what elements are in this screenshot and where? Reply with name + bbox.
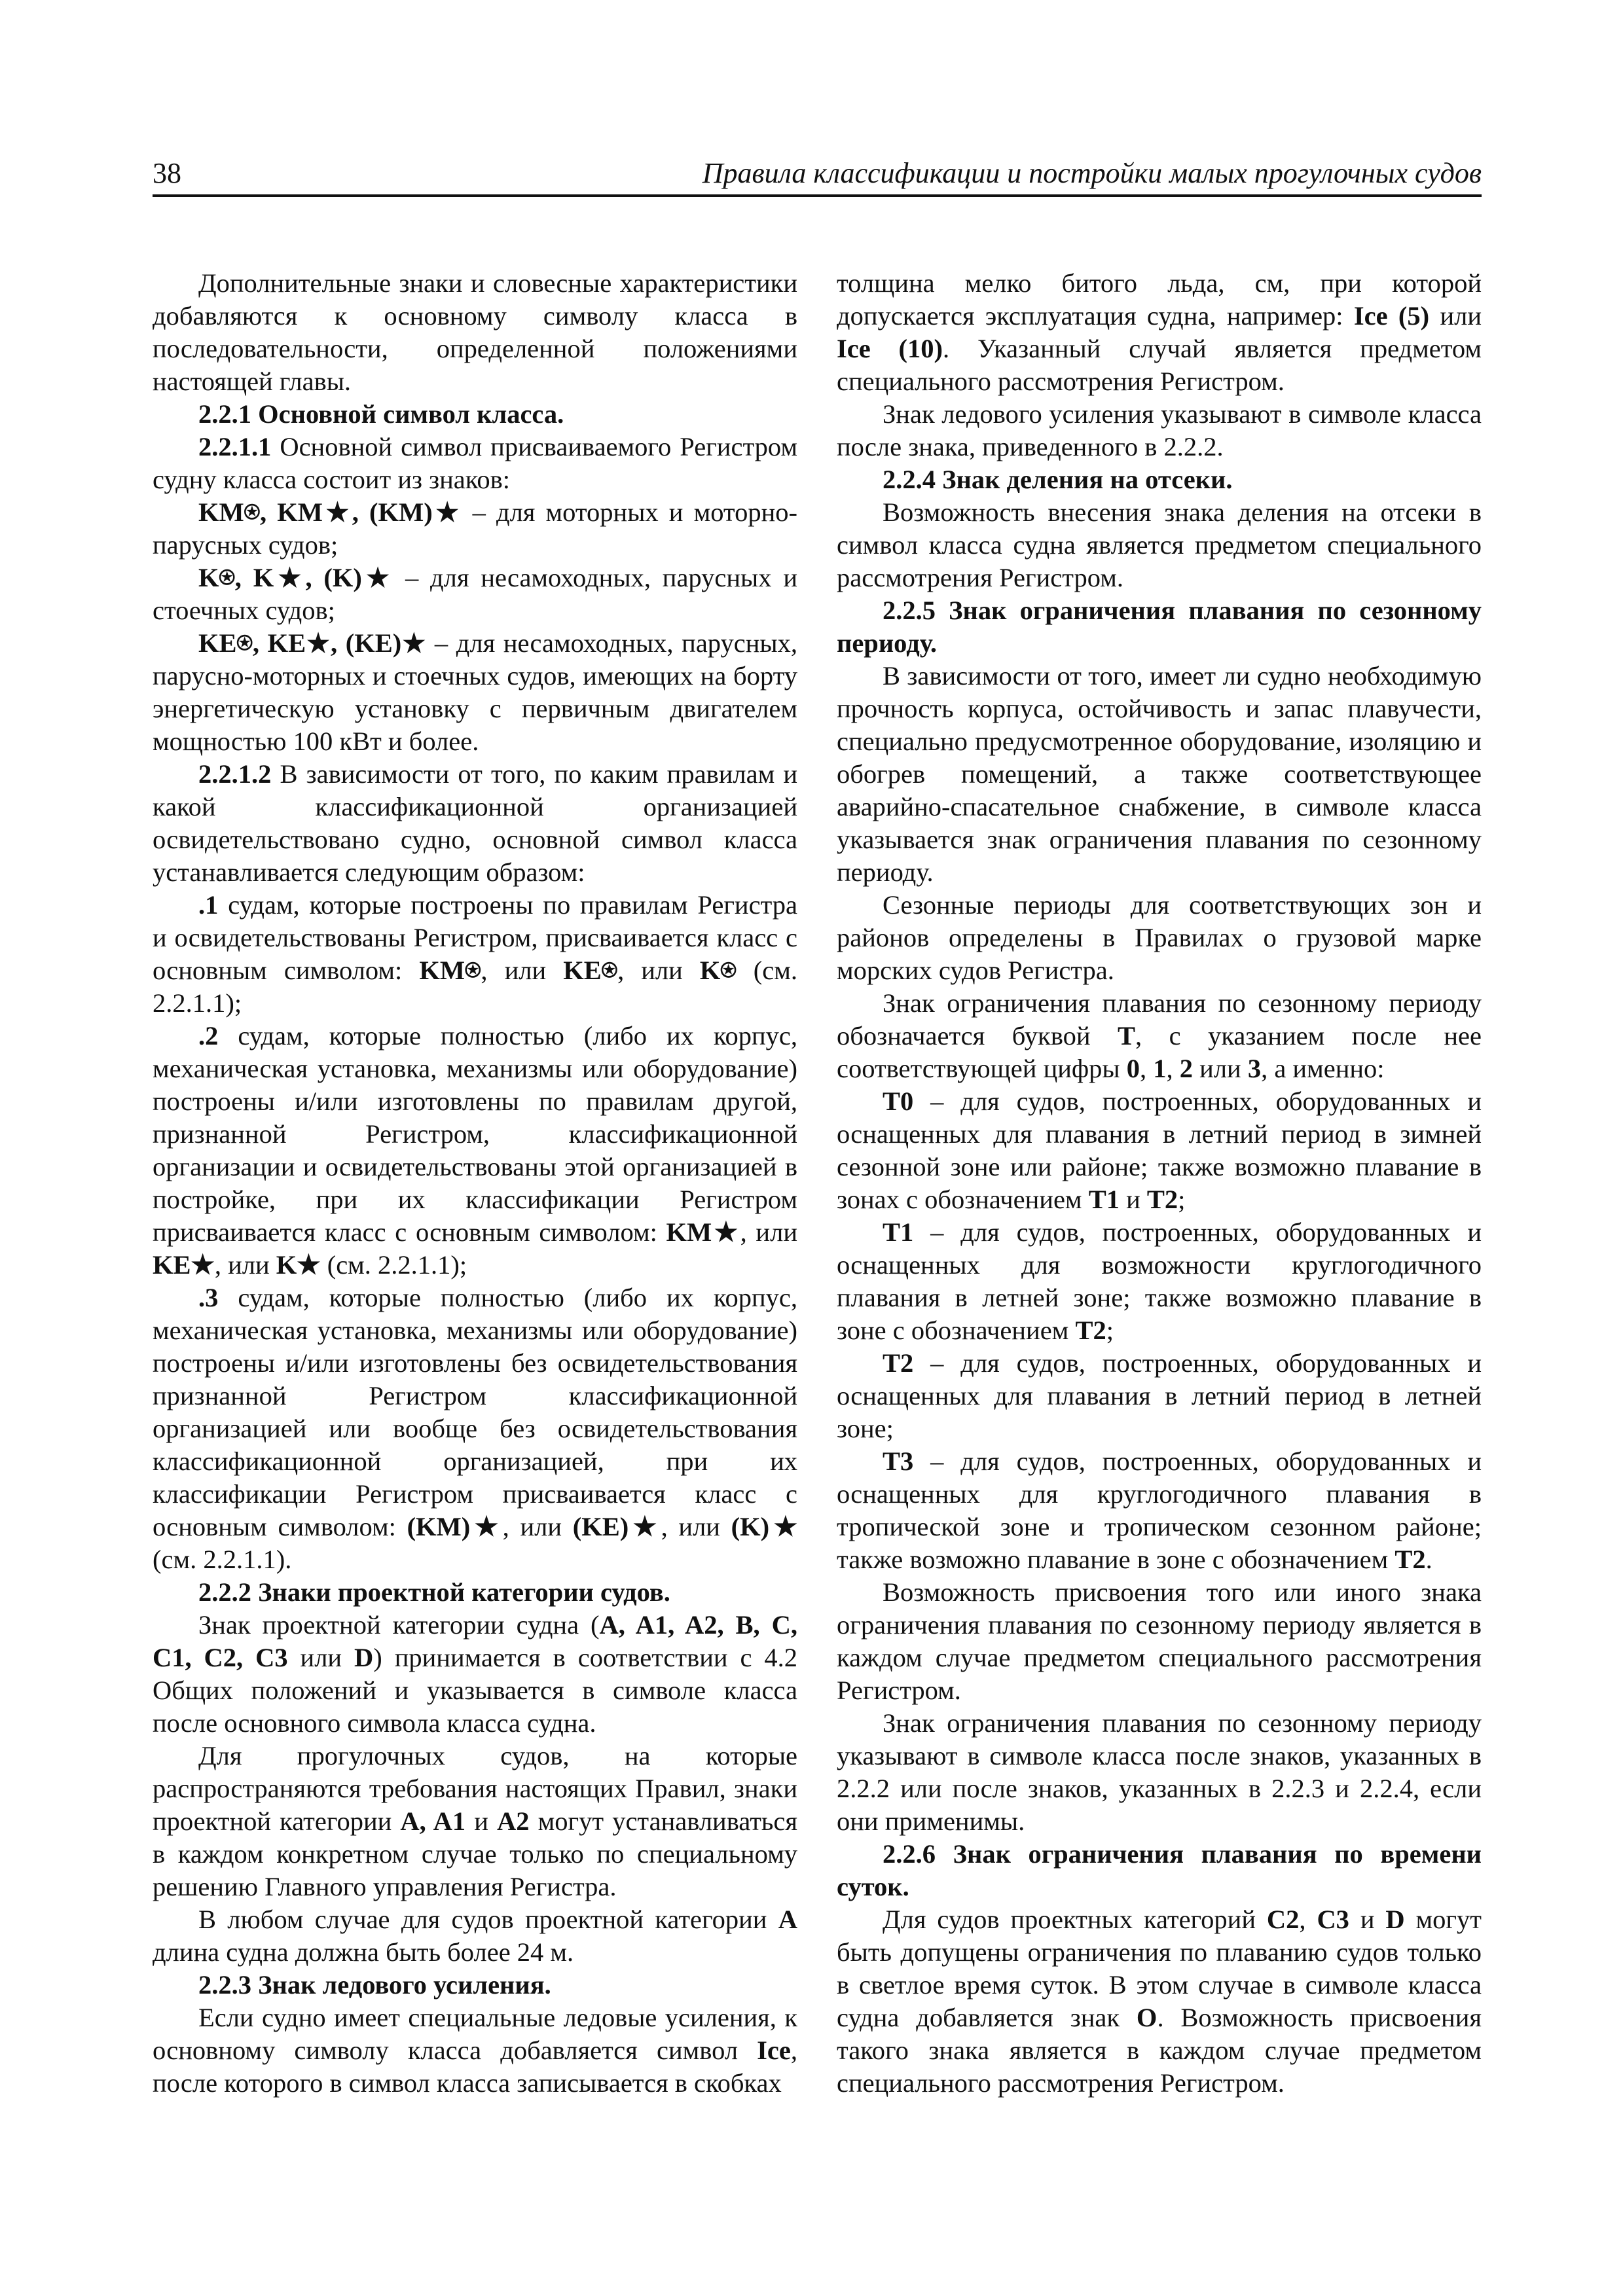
- paragraph: Возможность внесения знака деления на отсеки в символ класса судна является предметом специального рассмотрения Регистром.: [837, 497, 1482, 592]
- t3-item: T3 – для судов, построенных, оборудованных и оснащенных для круглогодичного плавания в тропической зоне и тропическом сезонном районе; также возможно плавание в зоне с обозначением T2.: [837, 1446, 1482, 1574]
- paragraph: В зависимости от того, имеет ли судно необходимую прочность корпуса, остойчивость и запас плавучести, специально предусмотренное оборудование, изоляцию и обогрев помещений, а также соответствующее аварийно-спасательное снабжение, в символе класса указывается знак ограничения плавания по сезонному периоду.: [837, 661, 1482, 887]
- section-heading-2-2-2: 2.2.2 Знаки проектной категории судов.: [198, 1577, 670, 1607]
- t2-item: T2 – для судов, построенных, оборудованных и оснащенных для плавания в летний период в летней зоне;: [837, 1348, 1482, 1443]
- paragraph: Для судов проектных категорий C2, C3 и D могут быть допущены ограничения по плаванию судов только в светлое время суток. В этом случае в символе класса судна добавляется знак O. Возможность присвоения такого знака является в каждом случае предметом специального рассмотрения Регистром.: [837, 1905, 1482, 2098]
- right-column: [837, 267, 1482, 2100]
- section-heading-2-2-6: 2.2.6 Знак ограничения плавания по времени суток.: [837, 1839, 1482, 1901]
- section-heading-2-2-3: 2.2.3 Знак ледового усиления.: [198, 1970, 551, 2000]
- list-item-3: .3 судам, которые полностью (либо их корпус, механическая установка, механизмы или оборудование) построены и/или изготовлены без освидетельствования признанной Регистром классификационной организацией или вообще без освидетельствования классификационной организацией, при их классификации Регистром присваивается класс с основным символом: (KM)★, или (KE)★, или (K)★ (см. 2.2.1.1).: [153, 1283, 798, 1574]
- paragraph-continued: толщина мелко битого льда, см, при которой допускается эксплуатация судна, например: Ice (5) или Ice (10). Указанный случай является предметом специального рассмотрения Регистром.: [837, 268, 1482, 396]
- paragraph: Дополнительные знаки и словесные характеристики добавляются к основному символу класса в последовательности, определенной положениями настоящей главы.: [153, 268, 797, 396]
- left-column: [153, 267, 797, 2100]
- paragraph: Если судно имеет специальные ледовые усиления, к основному символу класса добавляется символ Ice, после которого в символ класса записывается в скобках: [153, 2003, 797, 2098]
- symbol-line-k: K⍟, K★, (K)★ – для несамоходных, парусных и стоечных судов;: [153, 563, 797, 625]
- t1-item: T1 – для судов, построенных, оборудованных и оснащенных для возможности круглогодичного плавания в летней зоне; также возможно плавание в зоне с обозначением T2;: [837, 1217, 1482, 1345]
- paragraph: Сезонные периоды для соответствующих зон и районов определены в Правилах о грузовой марке морских судов Регистра.: [837, 890, 1482, 985]
- paragraph: Знак ледового усиления указывают в символе класса после знака, приведенного в 2.2.2.: [837, 399, 1482, 461]
- paragraph-2-2-1-1: 2.2.1.1 Основной символ присваиваемого Регистром судну класса состоит из знаков:: [153, 432, 797, 494]
- section-heading-2-2-4: 2.2.4 Знак деления на отсеки.: [883, 465, 1233, 494]
- symbol-line-ke: KE⍟, KE★, (KE)★ – для несамоходных, парусных, парусно-моторных и стоечных судов, имеющих на борту энергетическую установку с первичным двигателем мощностью 100 кВт и более.: [153, 628, 797, 756]
- section-heading-2-2-5: 2.2.5 Знак ограничения плавания по сезонному периоду.: [837, 596, 1482, 658]
- paragraph-2-2-1-2: 2.2.1.2 В зависимости от того, по каким правилам и какой классификационной организацией освидетельствовано судно, основной символ класса устанавливается следующим образом:: [153, 759, 797, 887]
- page-header: [153, 154, 1482, 197]
- paragraph: Знак ограничения плавания по сезонному периоду обозначается буквой T, с указанием после нее соответствующей цифры 0, 1, 2 или 3, а именно:: [837, 988, 1482, 1083]
- paragraph: Для прогулочных судов, на которые распространяются требования настоящих Правил, знаки проектной категории A, A1 и A2 могут устанавливаться в каждом конкретном случае только по специальному решению Главного управления Регистра.: [153, 1741, 797, 1901]
- paragraph: В любом случае для судов проектной категории A длина судна должна быть более 24 м.: [153, 1905, 797, 1967]
- running-title: Правила классификации и постройки малых прогулочных судов: [702, 157, 1482, 189]
- page-number: 38: [153, 157, 181, 189]
- paragraph: Возможность присвоения того или иного знака ограничения плавания по сезонному периоду является в каждом случае предметом специального рассмотрения Регистром.: [837, 1577, 1482, 1705]
- t0-item: T0 – для судов, построенных, оборудованных и оснащенных для плавания в летний период в зимней сезонной зоне или районе; также возможно плавание в зонах с обозначением T1 и T2;: [837, 1086, 1482, 1214]
- paragraph: Знак ограничения плавания по сезонному периоду указывают в символе класса после знаков, указанных в 2.2.2 или после знаков, указанных в 2.2.3 и 2.2.4, если они применимы.: [837, 1708, 1482, 1836]
- list-item-2: .2 судам, которые полностью (либо их корпус, механическая установка, механизмы или оборудование) построены и/или изготовлены по правилам другой, признанной Регистром, классификационной организации и освидетельствованы этой организацией в постройке, при их классификации Регистром присваивается класс с основным символом: KM★, или KE★, или K★ (см. 2.2.1.1);: [153, 1021, 797, 1280]
- list-item-1: .1 судам, которые построены по правилам Регистра и освидетельствованы Регистром, присваивается класс с основным символом: KM⍟, или KE⍟, или K⍟ (см. 2.2.1.1);: [153, 890, 798, 1018]
- paragraph: Знак проектной категории судна (A, A1, A2, B, C, C1, C2, C3 или D) принимается в соответствии с 4.2 Общих положений и указывается в символе класса после основного символа класса судна.: [153, 1610, 798, 1738]
- section-heading-2-2-1: 2.2.1 Основной символ класса.: [198, 399, 564, 429]
- symbol-line-km: KM⍟, KM★, (KM)★ – для моторных и моторно-парусных судов;: [153, 497, 797, 560]
